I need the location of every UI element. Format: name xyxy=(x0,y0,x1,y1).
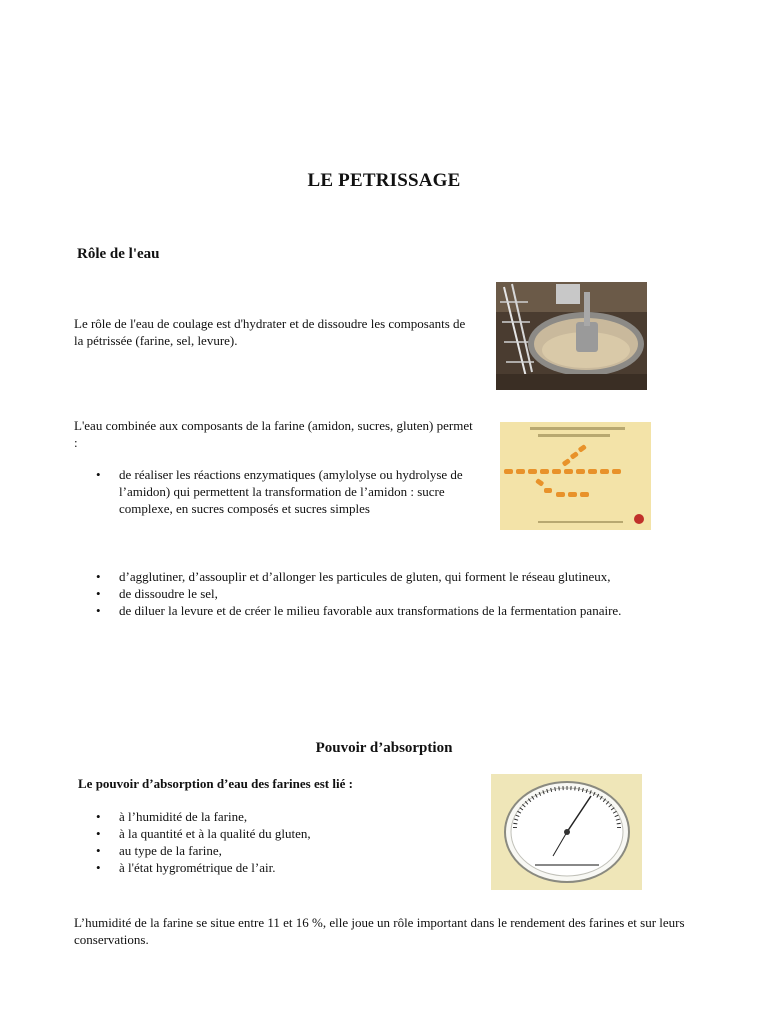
hygrometer-image xyxy=(491,774,642,890)
hygrometer-illustration xyxy=(491,774,642,890)
list-reactions xyxy=(74,466,494,517)
paragraph-absorption-lead: Le pouvoir d’absorption d’eau des farines est lié : xyxy=(78,776,353,791)
paragraph-humidite: L’humidité de la farine se situe entre 11 et 16 %, elle joue un rôle important dans le rendement des farines et sur leurs conservations. xyxy=(74,915,685,947)
kneading-machine-image xyxy=(496,282,647,390)
kneading-machine-illustration xyxy=(496,282,647,390)
list-item: • d’agglutiner, d’assouplir et d’allonger les particules de gluten, qui forment le réseau glutineux, xyxy=(74,568,694,585)
section-heading-role-eau: Rôle de l'eau xyxy=(77,246,160,262)
list-item: • au type de la farine, xyxy=(74,842,474,859)
list-eau-effects xyxy=(74,568,694,619)
page-title: LE PETRISSAGE xyxy=(307,170,461,191)
list-item: • à l’humidité de la farine, xyxy=(74,808,474,825)
list-item: • à l'état hygrométrique de l’air. xyxy=(74,859,474,876)
paragraph-eau-combinee: L'eau combinée aux composants de la farine (amidon, sucres, gluten) permet : xyxy=(74,418,473,450)
paragraph-role-eau: Le rôle de l'eau de coulage est d'hydrater et de dissoudre les composants de la pétrissée (farine, sel, levure). xyxy=(74,316,466,348)
list-item: • de diluer la levure et de créer le milieu favorable aux transformations de la fermentation panaire. xyxy=(74,602,694,619)
list-item: • de réaliser les réactions enzymatiques (amylolyse ou hydrolyse de l’amidon) qui permettent la transformation de l’amidon : sucre complexe, en sucres composés et sucres simples xyxy=(74,466,494,517)
list-item: • de dissoudre le sel, xyxy=(74,585,694,602)
section-heading-pouvoir-absorption: Pouvoir d’absorption xyxy=(315,740,453,756)
list-absorption-factors xyxy=(74,808,474,876)
list-item: • à la quantité et à la qualité du gluten, xyxy=(74,825,474,842)
starch-hydrolysis-illustration xyxy=(500,422,651,530)
starch-diagram-image xyxy=(500,422,651,530)
